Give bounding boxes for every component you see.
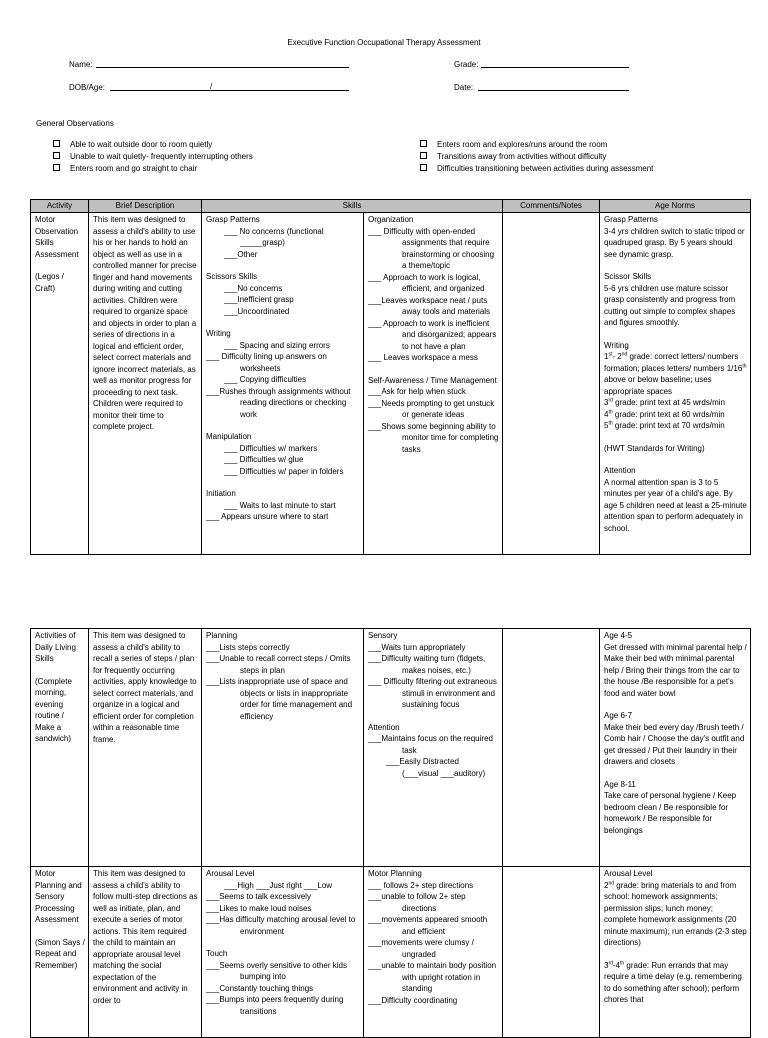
observation-item[interactable]: Transitions away from activities without difficulty: [420, 151, 653, 163]
skills-left-cell: Arousal Level ___High ___Just right ___Low ___Seems to talk excessively ___Likes to make loud noises ___Has difficulty matching arousal level to environment Touch ___Seems overly sensitive to other kids bumping into ___Constantly touching things ___Bumps into peers frequently during transitions: [202, 867, 364, 1038]
table-row: [31, 629, 751, 867]
description-cell: This item was designed to assess a child's ability to recall a series of steps / plan for frequently occurring activities, apply knowledge to select correct materials, and organize in a logical and efficient order for completion within a reasonable time frame.: [89, 629, 202, 867]
skills-right-cell: Organization ___ Difficulty with open-ended assignments that require brainstorming or choosing a theme/topic ___ Approach to work is logical, efficient, and organized ___Leaves workspace neat / puts away tools and materials ___ Approach to work is inefficient and disorganized; appears to not have a plan ___ Leaves workspace a mess Self-Awareness / Time Management ___Ask for help when stuck ___Needs prompting to get unstuck or generate ideas ___Shows some beginning ability to monitor time for completing tasks: [364, 213, 503, 555]
checkbox[interactable]: [53, 152, 60, 159]
observation-item[interactable]: Enters room and explores/runs around the room: [420, 139, 653, 151]
activity-cell: Motor Observation Skills Assessment (Legos / Craft): [31, 213, 89, 555]
activity-cell: Motor Planning and Sensory Processing Assessment (Simon Says / Repeat and Remember): [31, 867, 89, 1038]
general-observations-heading: General Observations: [36, 119, 114, 128]
observation-item[interactable]: Able to wait outside door to room quietly: [53, 139, 253, 151]
observations-right: [420, 139, 653, 175]
date-label: Date:: [454, 83, 474, 92]
age-norms-cell: Age 4-5 Get dressed with minimal parental help / Make their bed with minimal parental help / Bring their things from the car to the house /Be responsible for a pet's food and water bowl Age 6-7 Make their bed every day /Brush teeth / Comb hair / Choose the day's outfit and get dressed / Put their laundry in their drawers and closets Age 8-11 Take care of personal hygiene / Keep bedroom clean / Be responsible for homework / Be responsible for belongings: [600, 629, 751, 867]
date-field[interactable]: [478, 90, 629, 91]
checkbox[interactable]: [420, 152, 427, 159]
observations-left: [53, 139, 253, 175]
skills-right-cell: Sensory ___Waits turn appropriately ___Difficulty waiting turn (fidgets, makes noises, etc.) ___ Difficulty filtering out extraneous stimuli in environment and sustaining focus Attention ___Maintains focus on the required task ___Easily Distracted (___visual ___auditory): [364, 629, 503, 867]
age-norms-cell: Arousal Level 2nd grade: bring materials to and from school: homework assignments; permission slips; lunch money; complete homework assignments (20 minute maximum); run errands (2-3 step directions) 3rd-4th grade: Run errands that may require a time delay (e.g. remembering to do something after school); perform chores that: [600, 867, 751, 1038]
description-cell: This item was designed to assess a child's ability to use his or her hands to hold an object as well as use in a controlled manner for precise finger and hand movements during writing and cutting activities. Children were required to organize space and objects in order to plan a series of directions in a logical and efficient order, select correct materials and ignore incorrect materials, as well as monitor progress for proceeding to next task. Children were required to monitor their time to complete project.: [89, 213, 202, 555]
checkbox[interactable]: [420, 140, 427, 147]
dob-field[interactable]: [110, 90, 349, 91]
assessment-table-2: [30, 628, 751, 1038]
comments-cell[interactable]: [503, 629, 600, 867]
name-field[interactable]: [96, 67, 349, 68]
comments-cell[interactable]: [503, 867, 600, 1038]
header-skills: Skills: [202, 200, 503, 213]
checkbox[interactable]: [53, 140, 60, 147]
skills-left-cell: Grasp Patterns ___ No concerns (functional _____grasp) ___Other Scissors Skills ___No concerns ___Inefficient grasp ___Uncoordinated Writing ___ Spacing and sizing errors ___ Difficulty lining up answers on worksheets ___ Copying difficulties ___Rushes through assignments without reading directions or checking work Manipulation ___ Difficulties w/ markers ___ Difficulties w/ glue ___ Difficulties w/ paper in folders Initiation ___ Waits to last minute to start ___ Appears unsure where to start: [202, 213, 364, 555]
activity-cell: Activities of Daily Living Skills (Complete morning, evening routine / Make a sandwich): [31, 629, 89, 867]
grade-field[interactable]: [481, 67, 629, 68]
header-activity: Activity: [31, 200, 89, 213]
observation-item[interactable]: Difficulties transitioning between activities during assessment: [420, 163, 653, 175]
header-description: Brief Description: [89, 200, 202, 213]
header-comments: Comments/Notes: [503, 200, 600, 213]
observation-item[interactable]: Unable to wait quietly- frequently interrupting others: [53, 151, 253, 163]
skills-left-cell: Planning ___Lists steps correctly ___Unable to recall correct steps / Omits steps in plan ___Lists inappropriate use of space and objects or lists in inappropriate order for time management and efficiency: [202, 629, 364, 867]
observation-item[interactable]: Enters room and go straight to chair: [53, 163, 253, 175]
description-cell: This item was designed to assess a child's ability to follow multi-step directions as well as initiate, plan, and execute a series of motor actions. This item required the child to maintain an appropriate arousal level matching the social expectation of the environment and activity in order to: [89, 867, 202, 1038]
grade-label: Grade:: [454, 60, 479, 69]
age-norms-cell: Grasp Patterns 3-4 yrs children switch to static tripod or quadruped grasp. By 5 years should see dynamic grasp. Scissor Skills 5-6 yrs children use mature scissor grasp consistently and progress from cutting out simple to complex shapes and figures smoothly. Writing 1st- 2nd grade: correct letters/ numbers formation; places letters/ numbers 1/16th above or below baseline; uses appropriate spaces 3rd grade: print text at 45 wrds/min 4th grade: print text at 60 wrds/min 5th grade: print text at 70 wrds/min (HWT Standards for Writing) Attention A normal attention span is 3 to 5 minutes per year of a child's age. By age 5 children need at least a 25-minute attention span to perform adequately in school.: [600, 213, 751, 555]
dob-separator: /: [210, 82, 213, 91]
checkbox[interactable]: [53, 164, 60, 171]
checkbox[interactable]: [420, 164, 427, 171]
page-title: Executive Function Occupational Therapy Assessment: [287, 38, 481, 47]
assessment-table-1: [30, 199, 751, 555]
skills-right-cell: Motor Planning ___ follows 2+ step directions ___unable to follow 2+ step directions ___movements appeared smooth and efficient ___movements were clumsy / ungraded ___unable to maintain body position with upright rotation in standing ___Difficulty coordinating: [364, 867, 503, 1038]
table-row: [31, 867, 751, 1038]
dob-label: DOB/Age:: [69, 83, 106, 92]
name-label: Name:: [69, 60, 93, 69]
comments-cell[interactable]: [503, 213, 600, 555]
table-row: [31, 213, 751, 555]
header-age-norms: Age Norms: [600, 200, 751, 213]
